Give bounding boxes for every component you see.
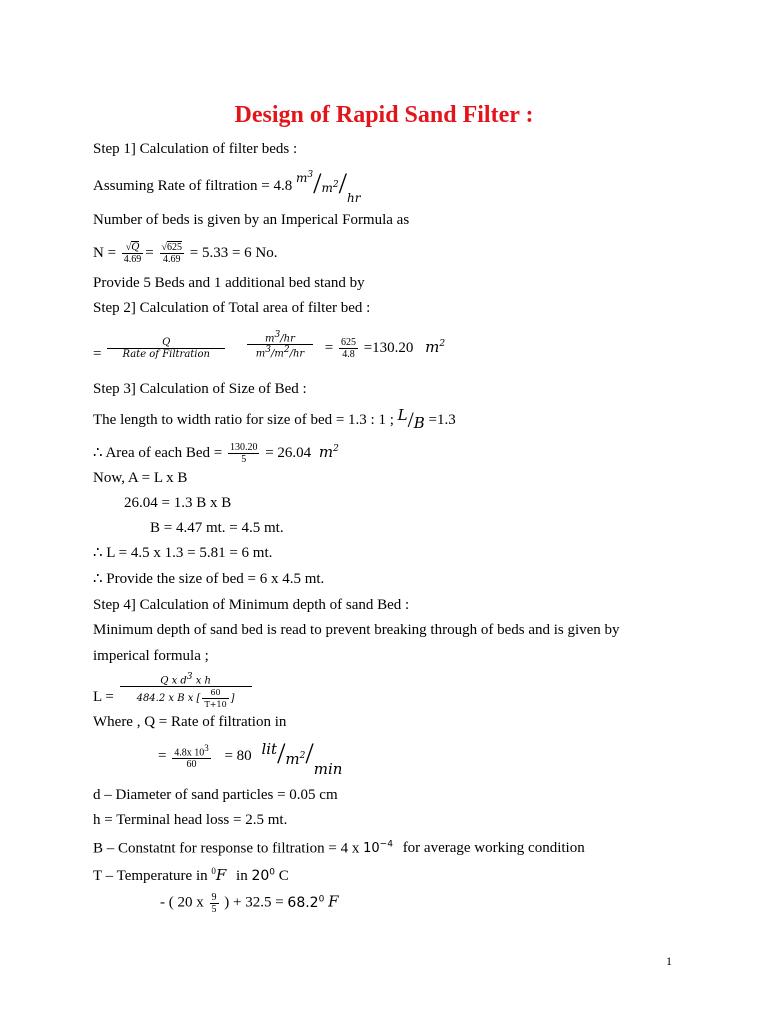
q-over-rate-fraction: Q Rate of Filtration (107, 337, 225, 360)
width-result-line: B = 4.47 mt. = 4.5 mt. (150, 520, 284, 536)
sqrt-q-fraction: $\frac{√Q}{4.69}$ (123, 242, 142, 265)
depth-formula-line: L = Q x $d^3$ x h 484.2 x B x [ $\frac{60}{T+10}$ ] (93, 672, 254, 706)
temperature-conversion-line: - ( 20 x $\frac{9}{5}$ ) + 32.5 = 68.2$^0$ F (160, 891, 339, 915)
step1-heading: Step 1] Calculation of filter beds : (93, 141, 298, 157)
b-definition-line: B – Constatnt for response to filtration = 4 x $10^{-4}$ for average working condition (93, 840, 585, 857)
ratio-line: The length to width ratio for size of bed = 1.3 : 1 ; L/B =1.3 (93, 406, 456, 432)
9-over-5-fraction: $\frac{9}{5}$ (211, 891, 217, 915)
provide-beds-line: Provide 5 Beds and 1 additional bed stand by (93, 275, 365, 291)
step4-heading: Step 4] Calculation of Minimum depth of sand Bed : (93, 597, 410, 613)
625-over-48-fraction: $\frac{625}{4.8}$ (340, 337, 356, 361)
num-beds-line: Number of beds is given by an Imperical Formula as (93, 212, 410, 228)
step3-heading: Step 3] Calculation of Size of Bed : (93, 381, 307, 397)
min-depth-text-1: Minimum depth of sand bed is read to prevent breaking through of beds and is given by (93, 622, 620, 638)
t-definition-line: T – Temperature in $^0$F in $20^0$ C (93, 866, 289, 884)
area-each-bed-line: ∴ Area of each Bed = $\frac{130.20}{5}$ = 26.04 $m^2$ (93, 442, 339, 466)
rate-assumption-line: Assuming Rate of filtration = 4.8 $^{m^3}/m^2/_{hr}$ (93, 167, 361, 205)
min-depth-text-2: imperical formula ; (93, 648, 209, 664)
step2-heading: Step 2] Calculation of Total area of filter bed : (93, 300, 371, 316)
h-definition-line: h = Terminal head loss = 2.5 mt. (93, 812, 288, 828)
page-title: Design of Rapid Sand Filter : (234, 102, 534, 128)
130-over-5-fraction: $\frac{130.20}{5}$ (229, 442, 258, 466)
d-definition-line: d – Diameter of sand particles = 0.05 cm (93, 787, 338, 803)
q-value-line: = $\frac{4.8x 10^3}{60}$ = 80 lit/$m^2/\min$ (158, 737, 343, 778)
length-result-line: ∴ L = 4.5 x 1.3 = 5.81 = 6 mt. (93, 545, 273, 561)
page-number: 1 (666, 954, 672, 968)
n-formula-line: N = $\frac{√Q}{4.69}$ = $\frac{√625}{4.69}$ = 5.33 = 6 No. (93, 242, 278, 265)
area-definition-line: Now, A = L x B (93, 470, 188, 486)
unit-m3: m3 (296, 170, 314, 185)
q-conversion-fraction: $\frac{4.8x 10^3}{60}$ (174, 742, 209, 771)
unit-fraction: $\frac{m^3/hr}{m^3/m^2/hr}$ (247, 330, 313, 360)
depth-fraction: Q x $d^3$ x h 484.2 x B x [ $\frac{60}{T+10}$ ] (120, 672, 252, 710)
area-formula-line: = Q Rate of Filtration $\frac{m^3/hr}{m^3/m^2/hr}$ = $\frac{625}{4.8}$ =130.20 $m^2$ (93, 330, 446, 363)
bed-size-line: ∴ Provide the size of bed = 6 x 4.5 mt. (93, 571, 325, 587)
area-equation-line: 26.04 = 1.3 B x B (124, 495, 232, 511)
sqrt-625-fraction: $\frac{√625}{4.69}$ (161, 242, 183, 265)
where-q-line: Where , Q = Rate of filtration in (93, 714, 287, 730)
